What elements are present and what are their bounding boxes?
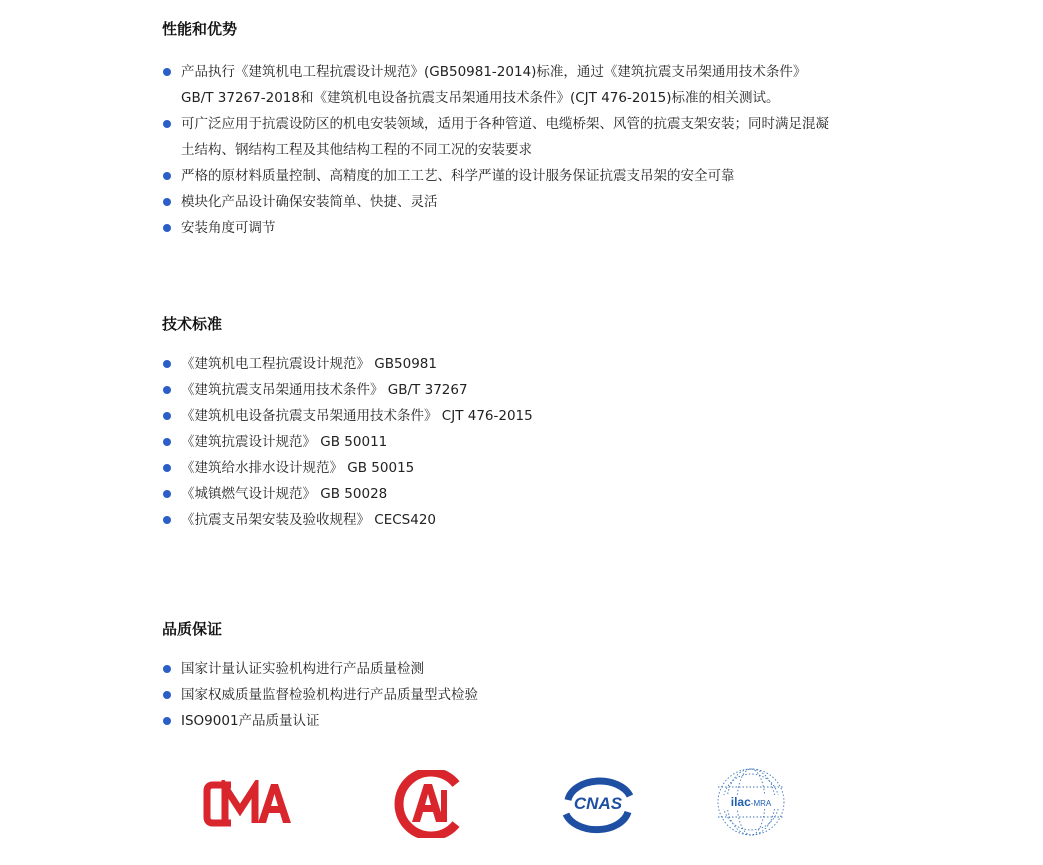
bullet-dot-icon bbox=[163, 412, 171, 420]
bullet-dot-icon bbox=[163, 224, 171, 232]
list-item: 安装角度可调节 bbox=[162, 215, 842, 241]
section-standards bbox=[162, 314, 882, 534]
list-item: 国家计量认证实验机构进行产品质量检测 bbox=[162, 656, 842, 682]
list-item: 《建筑机电工程抗震设计规范》 GB50981 bbox=[162, 351, 842, 377]
list-item: ISO9001产品质量认证 bbox=[162, 708, 842, 734]
bullet-dot-icon bbox=[163, 516, 171, 524]
list-item: 模块化产品设计确保安装简单、快捷、灵活 bbox=[162, 189, 842, 215]
bullet-dot-icon bbox=[163, 68, 171, 76]
bullet-dot-icon bbox=[163, 172, 171, 180]
bullet-dot-icon bbox=[163, 665, 171, 673]
svg-text:CNAS: CNAS bbox=[573, 794, 623, 813]
list-item: 《建筑机电设备抗震支吊架通用技术条件》 CJT 476-2015 bbox=[162, 403, 842, 429]
list-item: 《建筑抗震支吊架通用技术条件》 GB/T 37267 bbox=[162, 377, 842, 403]
list-item: 国家权威质量监督检验机构进行产品质量型式检验 bbox=[162, 682, 842, 708]
quality-list bbox=[162, 656, 842, 734]
bullet-dot-icon bbox=[163, 438, 171, 446]
section-quality bbox=[162, 619, 882, 739]
certification-logos bbox=[0, 762, 1043, 842]
performance-list bbox=[162, 59, 842, 241]
bullet-dot-icon bbox=[163, 198, 171, 206]
cnas-logo-icon bbox=[558, 776, 638, 834]
bullet-dot-icon bbox=[163, 691, 171, 699]
list-item: 可广泛应用于抗震设防区的机电安装领域，适用于各种管道、电缆桥架、风管的抗震支架安装；同时满足混凝土结构、钢结构工程及其他结构工程的不同工况的安装要求 bbox=[162, 111, 842, 163]
bullet-dot-icon bbox=[163, 120, 171, 128]
section-title-performance: 性能和优势 bbox=[162, 20, 238, 38]
list-item: 《抗震支吊架安装及验收规程》 CECS420 bbox=[162, 507, 842, 533]
cal-logo-icon bbox=[386, 770, 468, 838]
list-item: 严格的原材料质量控制、高精度的加工工艺、科学严谨的设计服务保证抗震支吊架的安全可靠 bbox=[162, 163, 842, 189]
list-item: 《建筑给水排水设计规范》 GB 50015 bbox=[162, 455, 842, 481]
bullet-dot-icon bbox=[163, 360, 171, 368]
section-title-quality: 品质保证 bbox=[162, 620, 223, 638]
bullet-dot-icon bbox=[163, 464, 171, 472]
section-title-standards: 技术标准 bbox=[162, 315, 223, 333]
list-item: 《城镇燃气设计规范》 GB 50028 bbox=[162, 481, 842, 507]
bullet-dot-icon bbox=[163, 386, 171, 394]
list-item: 产品执行《建筑机电工程抗震设计规范》(GB50981-2014)标准，通过《建筑抗震支吊架通用技术条件》 GB/T 37267-2018和《建筑机电设备抗震支吊架通用技术条件》(CJT 476-2015)标准的相关测试。 bbox=[162, 59, 842, 111]
list-item: 《建筑抗震设计规范》 GB 50011 bbox=[162, 429, 842, 455]
cma-logo-icon bbox=[203, 780, 293, 828]
ilac-mra-logo-icon bbox=[716, 767, 786, 837]
bullet-dot-icon bbox=[163, 717, 171, 725]
svg-text:ilac-MRA: ilac-MRA bbox=[730, 795, 772, 809]
standards-list bbox=[162, 351, 842, 533]
bullet-dot-icon bbox=[163, 490, 171, 498]
section-performance bbox=[162, 19, 882, 239]
